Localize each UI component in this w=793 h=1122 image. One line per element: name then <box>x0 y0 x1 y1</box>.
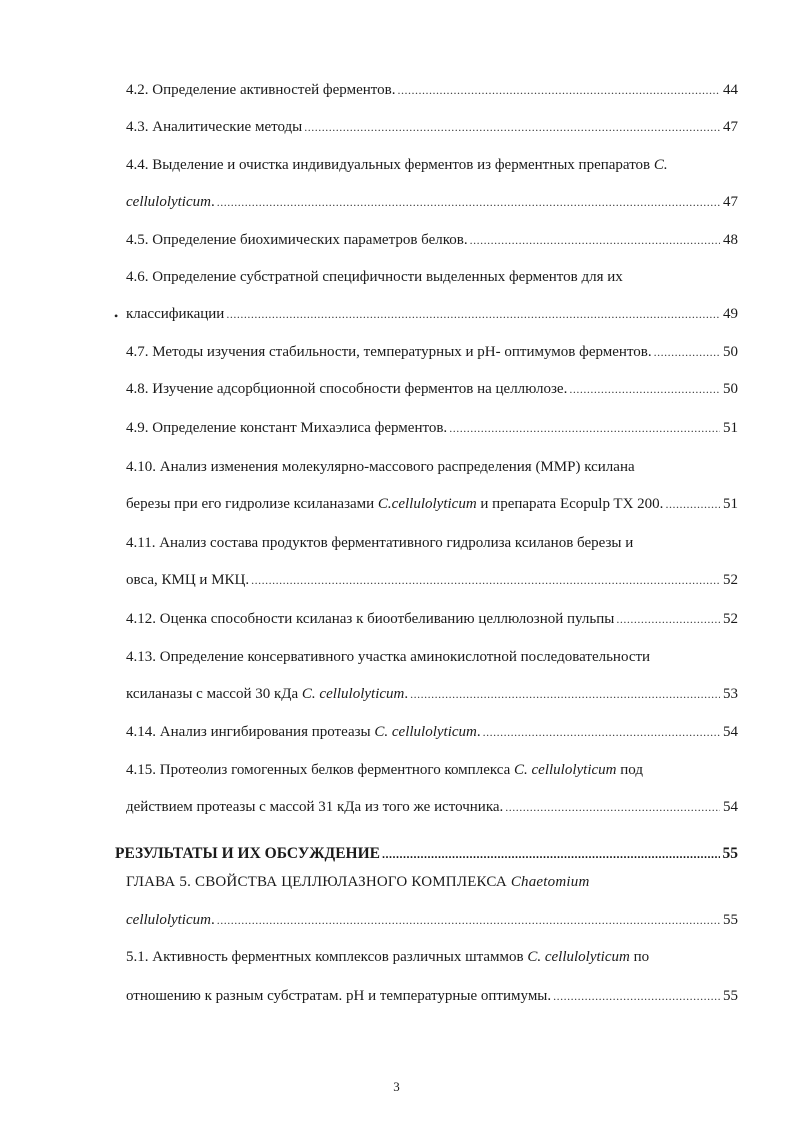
toc-page-number: 53 <box>723 686 738 702</box>
toc-entry-4-6-line2[interactable] <box>126 305 738 323</box>
toc-entry-4-5[interactable] <box>126 231 738 249</box>
text-segment: под <box>616 762 643 778</box>
toc-entry-4-12[interactable] <box>126 610 738 628</box>
species-name: C. cellulolyticum <box>301 686 405 702</box>
text-segment: 4.15. Протеолиз гомогенных белков ферментного комплекса <box>126 762 515 778</box>
toc-entry-4-15-line1[interactable] <box>126 761 643 779</box>
dot-leader <box>251 571 720 589</box>
toc-page-number: 51 <box>723 420 738 436</box>
toc-entry-title-cont: действием протеазы с массой 31 кДа из того же источника. <box>126 799 504 815</box>
dot-leader <box>304 118 720 136</box>
toc-page-number: 50 <box>723 344 738 360</box>
toc-entry-title: 4.7. Методы изучения стабильности, температурных и pH- оптимумов ферментов. <box>126 344 652 360</box>
toc-entry-5-1-line1[interactable] <box>126 948 649 966</box>
toc-page-number: 49 <box>723 306 738 322</box>
dot-leader <box>505 798 720 816</box>
toc-entry-title: 4.12. Оценка способности ксиланаз к биоотбеливанию целлюлозной пульпы <box>126 611 615 627</box>
toc-entry-4-13-line1[interactable] <box>126 648 650 666</box>
toc-page-number: 44 <box>723 82 738 98</box>
dot-leader <box>470 231 720 249</box>
text-segment: березы при его гидролизе ксиланазами <box>126 496 378 512</box>
toc-entry-title: 4.9. Определение констант Михаэлиса ферментов. <box>126 420 448 436</box>
dot-leader <box>397 81 720 99</box>
toc-entry-title: 4.5. Определение биохимических параметров белков. <box>126 232 468 248</box>
toc-page-number: 51 <box>723 496 738 512</box>
toc-entry-4-6-line1[interactable] <box>126 268 623 286</box>
toc-page-number: 55 <box>723 988 738 1004</box>
text-segment: и препарата Ecopulp TX 200. <box>476 496 664 512</box>
toc-page-number: 52 <box>723 611 738 627</box>
species-name: cellulolyticum <box>126 194 211 210</box>
text-segment: . <box>404 686 409 702</box>
scan-speck: • <box>114 309 119 323</box>
toc-entry-4-14[interactable] <box>126 723 738 741</box>
toc-page-number: 55 <box>722 845 738 862</box>
dot-leader <box>553 987 720 1005</box>
toc-entry-title-cont <box>126 193 215 211</box>
species-name: C. cellulolyticum <box>374 724 477 740</box>
species-name: C. cellulolyticum <box>514 762 617 778</box>
toc-page-number: 55 <box>723 912 738 928</box>
toc-entry-title: 4.6. Определение субстратной специфичности выделенных ферментов для их <box>126 269 623 285</box>
punctuation: . <box>210 194 215 210</box>
dot-leader <box>665 495 720 513</box>
chapter-heading-cont <box>126 911 215 929</box>
chapter-heading <box>126 874 590 890</box>
dot-leader <box>569 380 720 398</box>
toc-entry-title <box>126 762 643 778</box>
toc-section-results[interactable] <box>115 845 738 863</box>
dot-leader <box>410 685 720 703</box>
dot-leader <box>226 305 720 323</box>
section-heading: РЕЗУЛЬТАТЫ И ИХ ОБСУЖДЕНИЕ <box>115 845 380 862</box>
toc-entry-4-4-line1[interactable] <box>126 156 668 174</box>
toc-entry-title <box>126 949 649 965</box>
toc-entry-4-11-line1[interactable] <box>126 534 633 552</box>
toc-entry-title-cont: овса, КМЦ и МКЦ. <box>126 572 250 588</box>
toc-page-number: 52 <box>723 572 738 588</box>
text-segment: ГЛАВА 5. СВОЙСТВА ЦЕЛЛЮЛАЗНОГО КОМПЛЕКСА <box>126 874 511 890</box>
toc-page-number: 50 <box>723 381 738 397</box>
toc-entry-4-2[interactable] <box>126 81 738 99</box>
toc-page-number: 48 <box>723 232 738 248</box>
toc-entry-title: 4.3. Аналитические методы <box>126 119 303 135</box>
dot-leader <box>483 723 720 741</box>
text-segment: ксиланазы с массой 30 кДа <box>126 686 302 702</box>
toc-entry-title: 4.10. Анализ изменения молекулярно-массового распределения (ММР) ксилана <box>126 459 635 475</box>
toc-entry-4-7[interactable] <box>126 343 738 361</box>
toc-chapter-5-line2[interactable] <box>126 911 738 929</box>
toc-entry-4-10-line2[interactable] <box>126 495 738 513</box>
toc-entry-title-cont: классификации <box>126 306 225 322</box>
toc-entry-4-4-line2[interactable] <box>126 193 738 211</box>
species-name: C. cellulolyticum <box>527 949 630 965</box>
dot-leader <box>382 845 720 863</box>
species-name: Chaetomium <box>510 874 590 890</box>
toc-entry-title: 4.8. Изучение адсорбционной способности ферментов на целлюлозе. <box>126 381 568 397</box>
toc-page-number: 47 <box>723 119 738 135</box>
toc-entry-title-cont <box>126 685 408 703</box>
dot-leader <box>217 911 720 929</box>
toc-entry-4-9[interactable] <box>126 419 738 437</box>
dot-leader <box>449 419 720 437</box>
text-segment: 4.14. Анализ ингибирования протеазы <box>126 724 375 740</box>
toc-chapter-5-line1[interactable] <box>126 873 590 891</box>
toc-entry-4-15-line2[interactable] <box>126 798 738 816</box>
species-name: cellulolyticum <box>126 912 211 928</box>
text-segment: 5.1. Активность ферментных комплексов различных штаммов <box>126 949 528 965</box>
toc-page-number: 47 <box>723 194 738 210</box>
text-segment: . <box>210 912 215 928</box>
toc-page-number: 54 <box>723 724 738 740</box>
toc-page-number: 54 <box>723 799 738 815</box>
toc-entry-4-10-line1[interactable] <box>126 458 635 476</box>
text-segment: . <box>476 724 481 740</box>
toc-entry-4-11-line2[interactable] <box>126 571 738 589</box>
toc-entry-title: 4.11. Анализ состава продуктов ферментативного гидролиза ксиланов березы и <box>126 535 634 551</box>
toc-entry-title-cont <box>126 495 663 513</box>
toc-entry-title: 4.13. Определение консервативного участка аминокислотной последовательности <box>126 649 651 665</box>
toc-entry-4-3[interactable] <box>126 118 738 136</box>
toc-entry-title-cont: отношению к разным субстратам. pH и температурные оптимумы. <box>126 988 552 1004</box>
toc-entry-title: 4.2. Определение активностей ферментов. <box>126 82 396 98</box>
dot-leader <box>616 610 720 628</box>
species-name: C.cellulolyticum <box>377 496 477 512</box>
dot-leader <box>217 193 720 211</box>
toc-entry-title <box>126 723 481 741</box>
toc-entry-4-13-line2[interactable] <box>126 685 738 703</box>
species-name: C. <box>653 157 668 173</box>
toc-entry-title: 4.4. Выделение и очистка индивидуальных ферментов из ферментных препаратов <box>126 157 654 173</box>
text-segment: по <box>629 949 650 965</box>
dot-leader <box>654 343 720 361</box>
page-number: 3 <box>393 1079 400 1094</box>
toc-entry-4-8[interactable] <box>126 380 738 398</box>
toc-entry-5-1-line2[interactable] <box>126 987 738 1005</box>
